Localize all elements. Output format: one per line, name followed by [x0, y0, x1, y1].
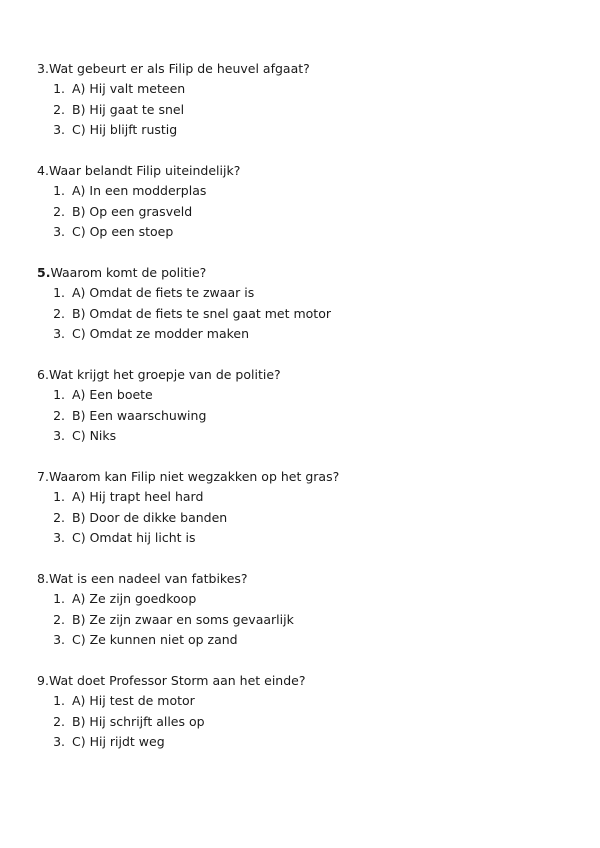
question-text: Waar belandt Filip uiteindelijk? [48, 163, 241, 178]
option-index: 3. [53, 632, 65, 647]
question-title [37, 163, 577, 179]
answer-option [37, 324, 577, 345]
answer-option [37, 712, 577, 733]
answer-option [37, 426, 577, 447]
question-3 [37, 61, 577, 141]
answer-option [37, 120, 577, 141]
answer-option [37, 181, 577, 202]
answer-option [37, 508, 577, 529]
option-text: C) Omdat ze modder maken [72, 326, 250, 341]
option-index: 2. [53, 713, 65, 729]
option-index: 3. [53, 734, 65, 749]
option-text: C) Op een stoep [72, 224, 174, 239]
option-index: 1. [53, 387, 65, 402]
option-index: 2. [53, 407, 65, 423]
option-text: A) In een modderplas [72, 183, 207, 198]
question-title [37, 571, 577, 587]
option-text: C) Hij blijft rustig [72, 122, 178, 137]
answer-option [37, 487, 577, 508]
option-index: 1. [53, 693, 65, 708]
option-text: C) Niks [72, 428, 117, 443]
answer-list [37, 181, 577, 243]
question-number: 9. [37, 673, 49, 688]
answer-option [37, 304, 577, 325]
option-text: B) Hij gaat te snel [72, 101, 185, 117]
option-text: C) Ze kunnen niet op zand [72, 632, 238, 647]
question-number: 3. [37, 61, 49, 76]
option-text: B) Omdat de fiets te snel gaat met motor [72, 305, 331, 321]
question-4 [37, 163, 577, 243]
option-text: C) Hij rijdt weg [72, 734, 165, 749]
question-text: Wat gebeurt er als Filip de heuvel afgaat? [48, 61, 310, 76]
answer-list [37, 283, 577, 345]
option-index: 2. [53, 101, 65, 117]
question-title [37, 61, 577, 77]
question-7 [37, 469, 577, 549]
answer-option [37, 528, 577, 549]
answer-option [37, 732, 577, 753]
answer-option [37, 385, 577, 406]
option-index: 3. [53, 122, 65, 137]
option-index: 1. [53, 183, 65, 198]
question-number: 8. [37, 571, 49, 586]
question-title [37, 469, 577, 485]
question-text: Wat doet Professor Storm aan het einde? [48, 673, 306, 688]
option-text: A) Hij valt meteen [72, 81, 186, 96]
option-index: 3. [53, 326, 65, 341]
option-text: A) Een boete [72, 387, 153, 402]
option-index: 3. [53, 428, 65, 443]
answer-option [37, 202, 577, 223]
option-index: 3. [53, 224, 65, 239]
answer-option [37, 100, 577, 121]
answer-option [37, 222, 577, 243]
option-text: A) Ze zijn goedkoop [72, 591, 197, 606]
answer-option [37, 589, 577, 610]
answer-option [37, 283, 577, 304]
question-title [37, 367, 577, 383]
answer-option [37, 630, 577, 651]
option-text: B) Hij schrijft alles op [72, 713, 205, 729]
option-text: B) Door de dikke banden [72, 509, 228, 525]
question-number: 6. [37, 367, 49, 382]
question-number: 4. [37, 163, 49, 178]
question-text: Wat krijgt het groepje van de politie? [48, 367, 281, 382]
question-text: Waarom komt de politie? [50, 265, 207, 280]
option-text: A) Hij test de motor [72, 693, 195, 708]
question-8 [37, 571, 577, 651]
option-index: 2. [53, 203, 65, 219]
answer-list [37, 589, 577, 651]
option-index: 1. [53, 489, 65, 504]
question-number: 7. [37, 469, 49, 484]
option-index: 3. [53, 530, 65, 545]
question-5 [37, 265, 577, 345]
answer-option [37, 610, 577, 631]
option-text: B) Een waarschuwing [72, 407, 207, 423]
question-9 [37, 673, 577, 753]
option-index: 2. [53, 611, 65, 627]
question-text: Wat is een nadeel van fatbikes? [48, 571, 248, 586]
option-index: 1. [53, 81, 65, 96]
option-index: 1. [53, 591, 65, 606]
answer-option [37, 79, 577, 100]
answer-option [37, 406, 577, 427]
option-index: 2. [53, 305, 65, 321]
answer-list [37, 385, 577, 447]
option-text: A) Hij trapt heel hard [72, 489, 204, 504]
question-6 [37, 367, 577, 447]
question-number: 5. [37, 265, 51, 280]
answer-list [37, 487, 577, 549]
question-text: Waarom kan Filip niet wegzakken op het gras? [48, 469, 340, 484]
option-text: C) Omdat hij licht is [72, 530, 196, 545]
option-index: 1. [53, 285, 65, 300]
question-title [37, 265, 577, 281]
option-index: 2. [53, 509, 65, 525]
option-text: B) Ze zijn zwaar en soms gevaarlijk [72, 611, 294, 627]
option-text: B) Op een grasveld [72, 203, 193, 219]
question-title [37, 673, 577, 689]
answer-list [37, 691, 577, 753]
option-text: A) Omdat de fiets te zwaar is [72, 285, 255, 300]
answer-list [37, 79, 577, 141]
answer-option [37, 691, 577, 712]
